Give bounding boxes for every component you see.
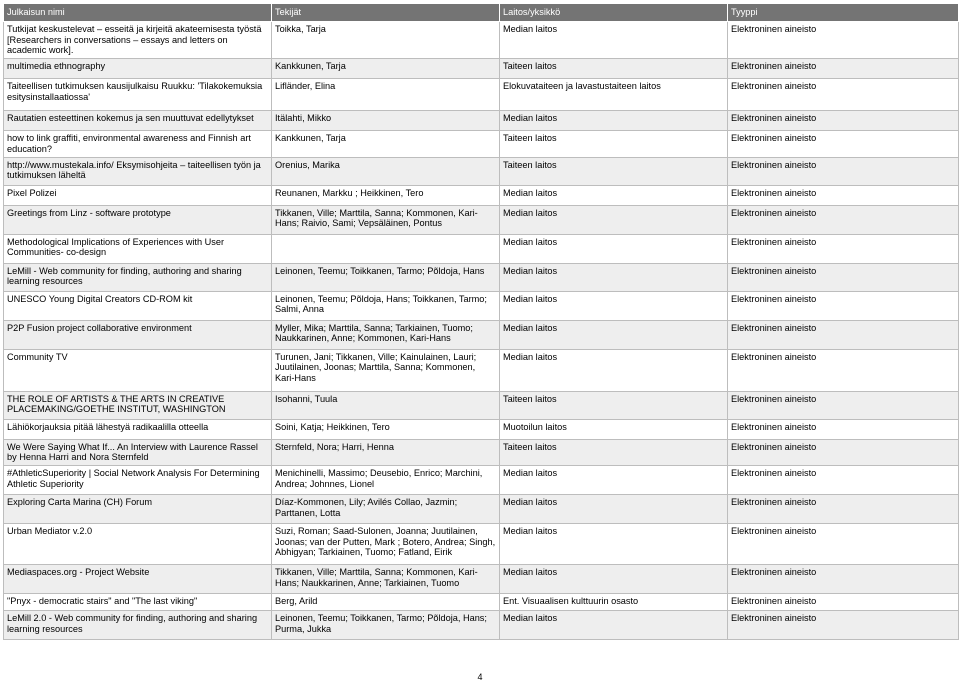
cell-type: Elektroninen aineisto bbox=[728, 111, 959, 131]
cell-title: Community TV bbox=[4, 349, 272, 391]
table-row bbox=[4, 523, 959, 564]
cell-department: Median laitos bbox=[500, 610, 728, 639]
cell-type: Elektroninen aineisto bbox=[728, 593, 959, 610]
cell-type: Elektroninen aineisto bbox=[728, 610, 959, 639]
column-header-type: Tyyppi bbox=[728, 4, 959, 22]
table-row bbox=[4, 205, 959, 234]
cell-type: Elektroninen aineisto bbox=[728, 79, 959, 111]
cell-title: multimedia ethnography bbox=[4, 59, 272, 79]
cell-department: Median laitos bbox=[500, 185, 728, 205]
page-number: 4 bbox=[477, 672, 483, 682]
cell-department: Median laitos bbox=[500, 22, 728, 59]
cell-authors: Itälahti, Mikko bbox=[272, 111, 500, 131]
cell-authors: Kankkunen, Tarja bbox=[272, 131, 500, 157]
table-row bbox=[4, 131, 959, 157]
cell-type: Elektroninen aineisto bbox=[728, 22, 959, 59]
cell-authors: Orenius, Marika bbox=[272, 157, 500, 185]
cell-authors: Turunen, Jani; Tikkanen, Ville; Kainulainen, Lauri; Juutilainen, Joonas; Marttila, Sanna; Kommonen, Kari-Hans bbox=[272, 349, 500, 391]
table-row bbox=[4, 349, 959, 391]
cell-department: Median laitos bbox=[500, 523, 728, 564]
cell-title: how to link graffiti, environmental awareness and Finnish art education? bbox=[4, 131, 272, 157]
cell-authors: Leinonen, Teemu; Toikkanen, Tarmo; Põldoja, Hans; Purma, Jukka bbox=[272, 610, 500, 639]
cell-authors: Díaz-Kommonen, Lily; Avilés Collao, Jazmin; Parttanen, Lotta bbox=[272, 494, 500, 523]
cell-department: Ent. Visuaalisen kulttuurin osasto bbox=[500, 593, 728, 610]
cell-title: Tutkijat keskustelevat – esseitä ja kirjeitä akateemisesta työstä [Researchers in conversations – essays and letters on academic work]. bbox=[4, 22, 272, 59]
cell-type: Elektroninen aineisto bbox=[728, 263, 959, 291]
cell-type: Elektroninen aineisto bbox=[728, 131, 959, 157]
table-row bbox=[4, 320, 959, 349]
cell-title: LeMill 2.0 - Web community for finding, authoring and sharing learning resources bbox=[4, 610, 272, 639]
column-header-department: Laitos/yksikkö bbox=[500, 4, 728, 22]
cell-authors: Tikkanen, Ville; Marttila, Sanna; Kommonen, Kari-Hans; Naukkarinen, Anne; Tarkiainen, Tuomo bbox=[272, 564, 500, 593]
cell-title: Exploring Carta Marina (CH) Forum bbox=[4, 494, 272, 523]
table-row bbox=[4, 59, 959, 79]
table-row bbox=[4, 79, 959, 111]
table-row bbox=[4, 465, 959, 494]
cell-type: Elektroninen aineisto bbox=[728, 439, 959, 465]
cell-title: Pixel Polizei bbox=[4, 185, 272, 205]
table-row bbox=[4, 610, 959, 639]
cell-department: Median laitos bbox=[500, 564, 728, 593]
cell-title: Rautatien esteettinen kokemus ja sen muuttuvat edellytykset bbox=[4, 111, 272, 131]
cell-title: http://www.mustekala.info/ Eksymisohjeita – taiteellisen työn ja tutkimuksen läheltä bbox=[4, 157, 272, 185]
cell-department: Median laitos bbox=[500, 205, 728, 234]
cell-type: Elektroninen aineisto bbox=[728, 59, 959, 79]
cell-type: Elektroninen aineisto bbox=[728, 564, 959, 593]
table-row bbox=[4, 111, 959, 131]
table-row bbox=[4, 564, 959, 593]
cell-type: Elektroninen aineisto bbox=[728, 419, 959, 439]
cell-department: Median laitos bbox=[500, 291, 728, 320]
cell-department: Median laitos bbox=[500, 234, 728, 263]
table-row bbox=[4, 234, 959, 263]
cell-type: Elektroninen aineisto bbox=[728, 523, 959, 564]
table-row bbox=[4, 391, 959, 419]
cell-department: Taiteen laitos bbox=[500, 439, 728, 465]
table-row bbox=[4, 593, 959, 610]
table-row bbox=[4, 439, 959, 465]
table-row bbox=[4, 185, 959, 205]
cell-authors: Lifländer, Elina bbox=[272, 79, 500, 111]
cell-department: Median laitos bbox=[500, 494, 728, 523]
cell-authors: Kankkunen, Tarja bbox=[272, 59, 500, 79]
cell-department: Median laitos bbox=[500, 465, 728, 494]
cell-authors: Menichinelli, Massimo; Deusebio, Enrico; Marchini, Andrea; Johnnes, Lionel bbox=[272, 465, 500, 494]
cell-authors: Sternfeld, Nora; Harri, Henna bbox=[272, 439, 500, 465]
cell-authors: Suzi, Roman; Saad-Sulonen, Joanna; Juutilainen, Joonas; van der Putten, Mark ; Botero, Andrea; Singh, Abhigyan; Tarkiainen, Tuomo; Fatland, Eirik bbox=[272, 523, 500, 564]
cell-type: Elektroninen aineisto bbox=[728, 205, 959, 234]
cell-title: Lähiökorjauksia pitää lähestyä radikaalilla otteella bbox=[4, 419, 272, 439]
table-row bbox=[4, 494, 959, 523]
cell-type: Elektroninen aineisto bbox=[728, 349, 959, 391]
column-header-title: Julkaisun nimi bbox=[4, 4, 272, 22]
cell-type: Elektroninen aineisto bbox=[728, 391, 959, 419]
cell-authors: Toikka, Tarja bbox=[272, 22, 500, 59]
cell-department: Muotoilun laitos bbox=[500, 419, 728, 439]
cell-title: Greetings from Linz - software prototype bbox=[4, 205, 272, 234]
cell-type: Elektroninen aineisto bbox=[728, 234, 959, 263]
cell-department: Taiteen laitos bbox=[500, 131, 728, 157]
cell-authors: Isohanni, Tuula bbox=[272, 391, 500, 419]
cell-department: Taiteen laitos bbox=[500, 157, 728, 185]
cell-title: Taiteellisen tutkimuksen kausijulkaisu Ruukku: 'Tilakokemuksia esitysinstallaatiossa' bbox=[4, 79, 272, 111]
cell-title: We Were Saying What If... An Interview with Laurence Rassel by Henna Harri and Nora Sternfeld bbox=[4, 439, 272, 465]
cell-type: Elektroninen aineisto bbox=[728, 157, 959, 185]
cell-type: Elektroninen aineisto bbox=[728, 465, 959, 494]
cell-department: Median laitos bbox=[500, 349, 728, 391]
cell-title: Mediaspaces.org - Project Website bbox=[4, 564, 272, 593]
cell-department: Taiteen laitos bbox=[500, 59, 728, 79]
cell-type: Elektroninen aineisto bbox=[728, 320, 959, 349]
cell-title: "Pnyx - democratic stairs" and "The last viking" bbox=[4, 593, 272, 610]
cell-authors: Tikkanen, Ville; Marttila, Sanna; Kommonen, Kari-Hans; Raivio, Sami; Vepsäläinen, Pontus bbox=[272, 205, 500, 234]
cell-authors: Berg, Arild bbox=[272, 593, 500, 610]
cell-authors: Soini, Katja; Heikkinen, Tero bbox=[272, 419, 500, 439]
cell-department: Taiteen laitos bbox=[500, 391, 728, 419]
column-header-authors: Tekijät bbox=[272, 4, 500, 22]
cell-authors: Myller, Mika; Marttila, Sanna; Tarkiainen, Tuomo; Naukkarinen, Anne; Kommonen, Kari-Hans bbox=[272, 320, 500, 349]
publications-table bbox=[3, 3, 959, 640]
cell-title: #AthleticSuperiority | Social Network Analysis For Determining Athletic Superiority bbox=[4, 465, 272, 494]
cell-title: THE ROLE OF ARTISTS & THE ARTS IN CREATIVE PLACEMAKING/GOETHE INSTITUT, WASHINGTON bbox=[4, 391, 272, 419]
table-row bbox=[4, 157, 959, 185]
cell-authors: Reunanen, Markku ; Heikkinen, Tero bbox=[272, 185, 500, 205]
table-row bbox=[4, 263, 959, 291]
cell-title: UNESCO Young Digital Creators CD-ROM kit bbox=[4, 291, 272, 320]
table-row bbox=[4, 22, 959, 59]
cell-authors bbox=[272, 234, 500, 263]
header-row bbox=[4, 4, 959, 22]
cell-department: Median laitos bbox=[500, 263, 728, 291]
cell-department: Median laitos bbox=[500, 111, 728, 131]
cell-title: LeMill - Web community for finding, authoring and sharing learning resources bbox=[4, 263, 272, 291]
table-row bbox=[4, 291, 959, 320]
cell-title: Urban Mediator v.2.0 bbox=[4, 523, 272, 564]
cell-authors: Leinonen, Teemu; Põldoja, Hans; Toikkanen, Tarmo; Salmi, Anna bbox=[272, 291, 500, 320]
cell-department: Median laitos bbox=[500, 320, 728, 349]
cell-type: Elektroninen aineisto bbox=[728, 185, 959, 205]
cell-type: Elektroninen aineisto bbox=[728, 291, 959, 320]
table-row bbox=[4, 419, 959, 439]
cell-authors: Leinonen, Teemu; Toikkanen, Tarmo; Põldoja, Hans bbox=[272, 263, 500, 291]
cell-department: Elokuvataiteen ja lavastustaiteen laitos bbox=[500, 79, 728, 111]
cell-type: Elektroninen aineisto bbox=[728, 494, 959, 523]
cell-title: Methodological Implications of Experiences with User Communities- co-design bbox=[4, 234, 272, 263]
cell-title: P2P Fusion project collaborative environment bbox=[4, 320, 272, 349]
